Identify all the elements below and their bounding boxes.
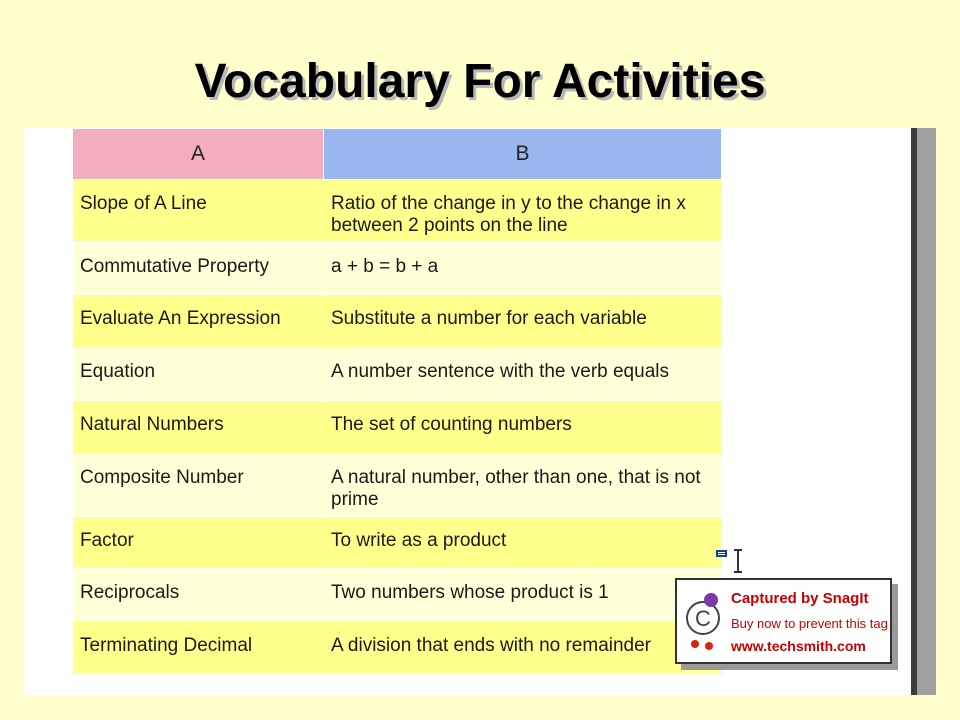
snagit-url: www.techsmith.com [731, 638, 866, 654]
term-cell: Reciprocals [73, 569, 324, 622]
column-header-b: B [324, 129, 722, 180]
definition-cell: A natural number, other than one, that is not prime [324, 454, 722, 517]
vocabulary-table [72, 128, 722, 675]
column-header-a: A [73, 129, 324, 180]
term-cell: Equation [73, 348, 324, 401]
table-row [73, 401, 722, 454]
table-row [73, 348, 722, 401]
definition-cell: Substitute a number for each variable [324, 295, 722, 348]
screenshot-right-shade [917, 128, 936, 695]
table-row [73, 569, 722, 622]
definition-cell: A number sentence with the verb equals [324, 348, 722, 401]
snagit-subcaption: Buy now to prevent this tag [731, 616, 888, 631]
term-cell: Evaluate An Expression [73, 295, 324, 348]
term-cell: Natural Numbers [73, 401, 324, 454]
definition-cell: Two numbers whose product is 1 [324, 569, 722, 622]
snagit-watermark [675, 578, 892, 664]
table-row [73, 180, 722, 243]
term-cell: Commutative Property [73, 243, 324, 295]
snagit-logo-icon [683, 588, 725, 654]
text-cursor-icon [716, 548, 746, 581]
definition-cell: a + b = b + a [324, 243, 722, 295]
term-cell: Composite Number [73, 454, 324, 517]
definition-cell: The set of counting numbers [324, 401, 722, 454]
definition-cell: To write as a product [324, 517, 722, 569]
term-cell: Slope of A Line [73, 180, 324, 243]
header-row [73, 129, 722, 180]
table-row [73, 295, 722, 348]
table-row [73, 454, 722, 517]
term-cell: Factor [73, 517, 324, 569]
snagit-caption: Captured by SnagIt [731, 590, 869, 607]
svg-text:C: C [695, 606, 711, 631]
definition-cell: A division that ends with no remainder [324, 622, 722, 675]
table-row [73, 243, 722, 295]
slide-title: Vocabulary For Activities [194, 55, 766, 108]
table-row [73, 622, 722, 675]
term-cell: Terminating Decimal [73, 622, 324, 675]
table-row [73, 517, 722, 569]
definition-cell: Ratio of the change in y to the change in x between 2 points on the line [324, 180, 722, 243]
